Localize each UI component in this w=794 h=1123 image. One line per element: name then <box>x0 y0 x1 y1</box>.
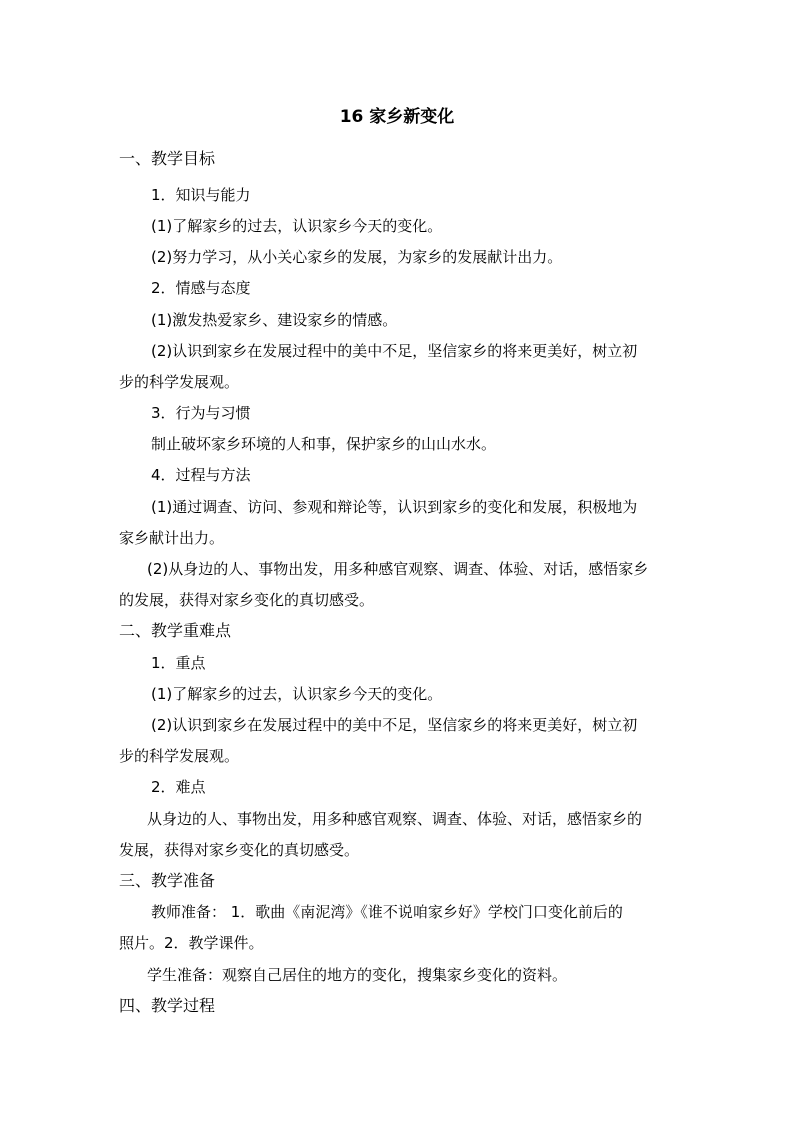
paragraph: (1)了解家乡的过去，认识家乡今天的变化。 <box>151 685 443 703</box>
subheading-difficulty: 2．难点 <box>151 778 206 796</box>
paragraph-continuation: 步的科学发展观。 <box>119 747 240 765</box>
paragraph: (1)通过调查、访问、参观和辩论等，认识到家乡的变化和发展，积极地为 <box>151 498 638 516</box>
subheading-emotion: 2．情感与态度 <box>151 279 251 297</box>
section-heading-process: 四、教学过程 <box>119 996 216 1015</box>
paragraph-continuation: 步的科学发展观。 <box>119 373 240 391</box>
section-heading-objectives: 一、教学目标 <box>119 149 216 168</box>
paragraph: (2)认识到家乡在发展过程中的美中不足，坚信家乡的将来更美好，树立初 <box>151 342 638 360</box>
subheading-process: 4．过程与方法 <box>151 466 251 484</box>
paragraph: 制止破坏家乡环境的人和事，保护家乡的山山水水。 <box>151 435 497 453</box>
paragraph-continuation: 照片。2．教学课件。 <box>119 934 264 952</box>
paragraph-continuation: 家乡献计出力。 <box>119 529 225 547</box>
subheading-behavior: 3．行为与习惯 <box>151 404 251 422</box>
paragraph-continuation: 发展，获得对家乡变化的真切感受。 <box>119 841 360 859</box>
paragraph: (2)从身边的人、事物出发，用多种感官观察、调查、体验、对话，感悟家乡 <box>147 560 649 578</box>
section-heading-keypoints: 二、教学重难点 <box>119 621 232 640</box>
paragraph: (2)认识到家乡在发展过程中的美中不足，坚信家乡的将来更美好，树立初 <box>151 716 638 734</box>
paragraph: 从身边的人、事物出发，用多种感官观察、调查、体验、对话，感悟家乡的 <box>147 810 643 828</box>
paragraph: (2)努力学习，从小关心家乡的发展，为家乡的发展献计出力。 <box>151 248 563 266</box>
paragraph: 学生准备：观察自己居住的地方的变化，搜集家乡变化的资料。 <box>147 966 568 984</box>
subheading-focus: 1．重点 <box>151 654 206 672</box>
paragraph: 教师准备： 1．歌曲《南泥湾》《谁不说咱家乡好》学校门口变化前后的 <box>151 903 623 921</box>
subheading-knowledge: 1．知识与能力 <box>151 186 251 204</box>
paragraph: (1)了解家乡的过去，认识家乡今天的变化。 <box>151 217 443 235</box>
paragraph-continuation: 的发展，获得对家乡变化的真切感受。 <box>119 591 375 609</box>
section-heading-preparation: 三、教学准备 <box>119 871 216 890</box>
paragraph: (1)激发热爱家乡、建设家乡的情感。 <box>151 311 398 329</box>
document-title: 16 家乡新变化 <box>339 107 455 127</box>
